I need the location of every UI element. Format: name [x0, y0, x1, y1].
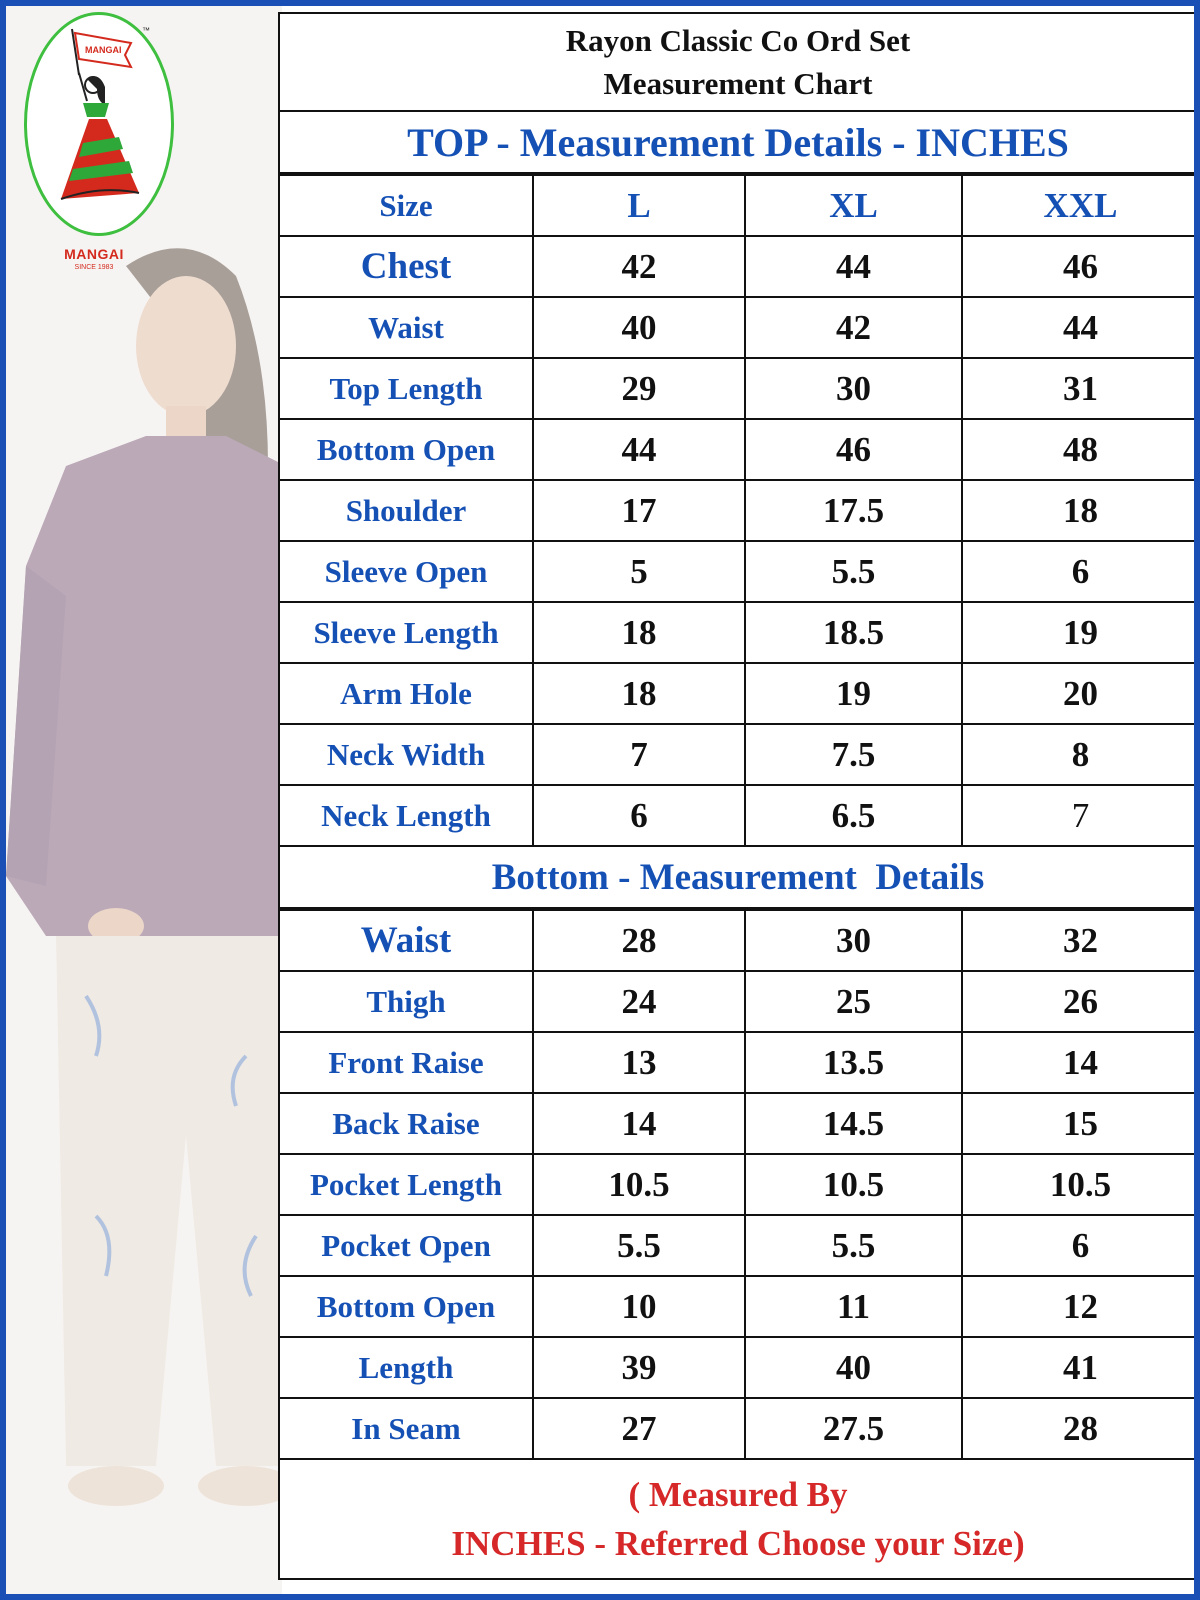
table-row — [279, 358, 1199, 419]
row-label: Thigh — [279, 971, 533, 1032]
value-cell: 6 — [962, 541, 1199, 602]
top-measurement-table — [278, 174, 1200, 847]
value-cell: 13 — [533, 1032, 745, 1093]
table-row — [279, 785, 1199, 846]
row-label: Bottom Open — [279, 419, 533, 480]
row-label: Sleeve Length — [279, 602, 533, 663]
promo-panel — [6, 6, 282, 1594]
table-row — [279, 1154, 1199, 1215]
value-cell: 44 — [745, 236, 962, 297]
value-cell: 25 — [745, 971, 962, 1032]
value-cell: 7 — [533, 724, 745, 785]
size-l-header: L — [533, 175, 745, 236]
value-cell: 18.5 — [745, 602, 962, 663]
size-header-row — [279, 175, 1199, 236]
value-cell: 10.5 — [745, 1154, 962, 1215]
row-label: Neck Length — [279, 785, 533, 846]
row-label: Chest — [279, 236, 533, 297]
table-row — [279, 297, 1199, 358]
value-cell: 18 — [962, 480, 1199, 541]
value-cell: 44 — [533, 419, 745, 480]
measurement-note — [278, 1460, 1198, 1580]
value-cell: 14 — [533, 1093, 745, 1154]
size-header-cell: Size — [279, 175, 533, 236]
value-cell: 7.5 — [745, 724, 962, 785]
value-cell: 20 — [962, 663, 1199, 724]
row-label: Neck Width — [279, 724, 533, 785]
table-row — [279, 602, 1199, 663]
value-cell: 18 — [533, 663, 745, 724]
value-cell: 5 — [533, 541, 745, 602]
value-cell: 5.5 — [745, 541, 962, 602]
table-row — [279, 1337, 1199, 1398]
row-label: In Seam — [279, 1398, 533, 1459]
table-row — [279, 663, 1199, 724]
value-cell: 6.5 — [745, 785, 962, 846]
value-cell: 11 — [745, 1276, 962, 1337]
value-cell: 17.5 — [745, 480, 962, 541]
size-xl-header: XL — [745, 175, 962, 236]
row-label: Top Length — [279, 358, 533, 419]
table-row — [279, 1276, 1199, 1337]
table-row — [279, 419, 1199, 480]
row-label: Sleeve Open — [279, 541, 533, 602]
value-cell: 8 — [962, 724, 1199, 785]
svg-text:MANGAI: MANGAI — [85, 45, 122, 55]
value-cell: 32 — [962, 910, 1199, 971]
brand-wordmark: MANGAI — [64, 246, 124, 262]
value-cell: 28 — [533, 910, 745, 971]
value-cell: 41 — [962, 1337, 1199, 1398]
table-row — [279, 236, 1199, 297]
value-cell: 14.5 — [745, 1093, 962, 1154]
title-line-1: Rayon Classic Co Ord Set — [565, 22, 911, 58]
model-photo — [6, 236, 282, 1594]
value-cell: 40 — [745, 1337, 962, 1398]
value-cell: 10 — [533, 1276, 745, 1337]
value-cell: 46 — [962, 236, 1199, 297]
value-cell: 6 — [533, 785, 745, 846]
table-row — [279, 724, 1199, 785]
table-row — [279, 480, 1199, 541]
value-cell: 27 — [533, 1398, 745, 1459]
bottom-heading-text: Bottom - Measurement Details — [491, 856, 985, 898]
table-row — [279, 541, 1199, 602]
row-label: Pocket Length — [279, 1154, 533, 1215]
table-row — [279, 971, 1199, 1032]
value-cell: 48 — [962, 419, 1199, 480]
value-cell: 27.5 — [745, 1398, 962, 1459]
value-cell: 42 — [745, 297, 962, 358]
value-cell: 19 — [962, 602, 1199, 663]
row-label: Waist — [279, 297, 533, 358]
table-row — [279, 1398, 1199, 1459]
row-label: Back Raise — [279, 1093, 533, 1154]
trademark-mark: ™ — [142, 26, 150, 35]
value-cell: 12 — [962, 1276, 1199, 1337]
logo-mascot-icon — [27, 15, 171, 233]
row-label: Length — [279, 1337, 533, 1398]
note-line-1: ( Measured By — [628, 1475, 848, 1514]
row-label: Bottom Open — [279, 1276, 533, 1337]
value-cell: 39 — [533, 1337, 745, 1398]
table-row — [279, 1215, 1199, 1276]
value-cell: 10.5 — [533, 1154, 745, 1215]
table-row — [279, 1093, 1199, 1154]
brand-logo — [24, 12, 174, 236]
brand-since: SINCE 1983 — [74, 264, 114, 271]
value-cell: 5.5 — [745, 1215, 962, 1276]
value-cell: 46 — [745, 419, 962, 480]
value-cell: 15 — [962, 1093, 1199, 1154]
size-xxl-header: XXL — [962, 175, 1199, 236]
measurement-chart — [278, 12, 1198, 1580]
table-row — [279, 910, 1199, 971]
value-cell: 13.5 — [745, 1032, 962, 1093]
value-cell: 6 — [962, 1215, 1199, 1276]
top-section-heading: TOP - Measurement Details - INCHES — [278, 112, 1198, 174]
value-cell: 29 — [533, 358, 745, 419]
value-cell: 30 — [745, 358, 962, 419]
row-label: Shoulder — [279, 480, 533, 541]
table-row — [279, 1032, 1199, 1093]
value-cell: 17 — [533, 480, 745, 541]
value-cell: 5.5 — [533, 1215, 745, 1276]
value-cell: 44 — [962, 297, 1199, 358]
note-line-2: INCHES - Referred Choose your Size) — [451, 1524, 1025, 1563]
row-label: Pocket Open — [279, 1215, 533, 1276]
value-cell: 24 — [533, 971, 745, 1032]
row-label: Arm Hole — [279, 663, 533, 724]
value-cell: 30 — [745, 910, 962, 971]
value-cell: 28 — [962, 1398, 1199, 1459]
value-cell: 7 — [962, 785, 1199, 846]
value-cell: 31 — [962, 358, 1199, 419]
bottom-measurement-table — [278, 909, 1200, 1460]
value-cell: 14 — [962, 1032, 1199, 1093]
value-cell: 18 — [533, 602, 745, 663]
value-cell: 40 — [533, 297, 745, 358]
value-cell: 26 — [962, 971, 1199, 1032]
value-cell: 19 — [745, 663, 962, 724]
value-cell: 10.5 — [962, 1154, 1199, 1215]
row-label: Waist — [279, 910, 533, 971]
bottom-section-heading — [278, 847, 1198, 909]
title-line-2: Measurement Chart — [603, 66, 873, 101]
value-cell: 42 — [533, 236, 745, 297]
chart-title — [278, 12, 1198, 112]
row-label: Front Raise — [279, 1032, 533, 1093]
